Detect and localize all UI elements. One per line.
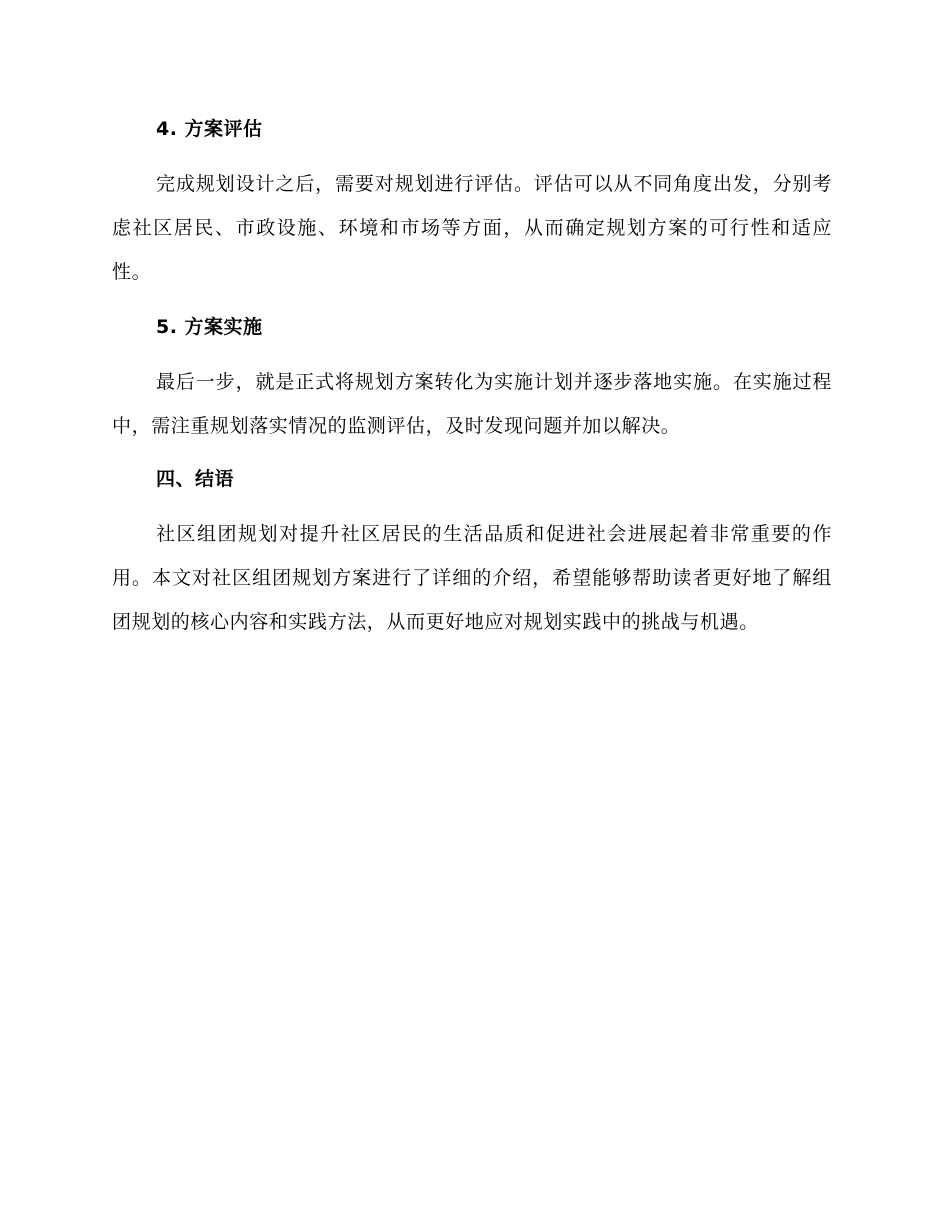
section-heading-plan-implementation: 5. 方案实施 bbox=[156, 316, 263, 338]
section-paragraph-plan-implementation: 最后一步，就是正式将规划方案转化为实施计划并逐步落地实施。在实施过程中，需注重规划落实情况的监测评估，及时发现问题并加以解决。 bbox=[112, 371, 832, 437]
section-paragraph-conclusion: 社区组团规划对提升社区居民的生活品质和促进社会进展起着非常重要的作用。本文对社区组团规划方案进行了详细的介绍，希望能够帮助读者更好地了解组团规划的核心内容和实践方法，从而更好地应对规划实践中的挑战与机遇。 bbox=[112, 523, 832, 633]
section-heading-conclusion: 四、结语 bbox=[156, 468, 235, 490]
section-heading-plan-evaluation: 4. 方案评估 bbox=[156, 118, 263, 140]
section-paragraph-plan-evaluation: 完成规划设计之后，需要对规划进行评估。评估可以从不同角度出发，分别考虑社区居民、市政设施、环境和市场等方面，从而确定规划方案的可行性和适应性。 bbox=[112, 173, 832, 283]
document-body bbox=[112, 112, 832, 644]
